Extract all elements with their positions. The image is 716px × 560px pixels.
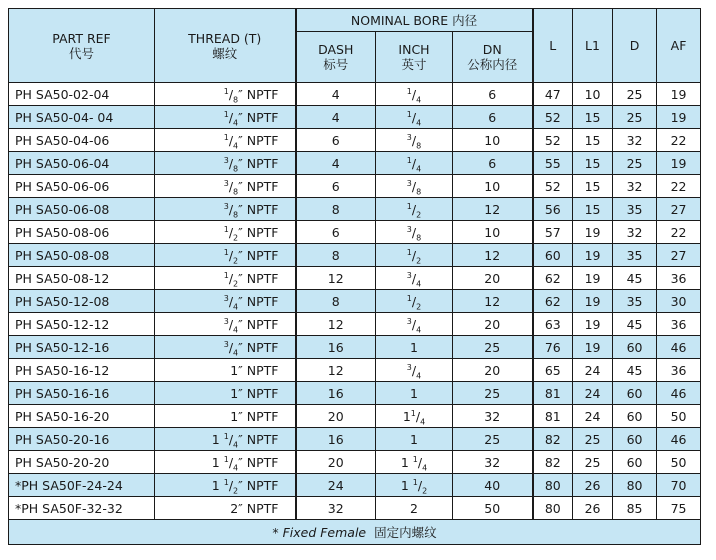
cell-part: *PH SA50F-32-32: [9, 497, 155, 520]
cell-l1: 15: [573, 152, 613, 175]
header-part-ref: [9, 9, 155, 83]
cell-inch: 1: [376, 428, 453, 451]
cell-d: 60: [613, 405, 657, 428]
cell-l1: 15: [573, 198, 613, 221]
cell-part: PH SA50-06-04: [9, 152, 155, 175]
cell-part: PH SA50-12-16: [9, 336, 155, 359]
cell-dash: 12: [296, 359, 376, 382]
cell-part: PH SA50-16-20: [9, 405, 155, 428]
cell-l1: 19: [573, 290, 613, 313]
cell-thread: 2″ NPTF: [155, 497, 296, 520]
cell-d: 35: [613, 244, 657, 267]
cell-inch: $^3/_4$: [376, 313, 453, 336]
cell-dn: 10: [453, 221, 533, 244]
cell-l: 63: [533, 313, 573, 336]
cell-l: 57: [533, 221, 573, 244]
cell-dash: 4: [296, 83, 376, 106]
cell-dash: 24: [296, 474, 376, 497]
cell-part: PH SA50-08-06: [9, 221, 155, 244]
cell-inch: $^1/_4$: [376, 152, 453, 175]
cell-thread: $^3/_4''$ NPTF: [155, 313, 296, 336]
cell-d: 60: [613, 428, 657, 451]
table-row: [9, 359, 701, 382]
cell-dash: 6: [296, 221, 376, 244]
footnote-en: * Fixed Female: [272, 525, 367, 540]
header-af: AF: [657, 9, 701, 83]
header-dash: [296, 32, 376, 83]
table-row: [9, 152, 701, 175]
cell-af: 70: [657, 474, 701, 497]
cell-l1: 24: [573, 382, 613, 405]
cell-d: 25: [613, 83, 657, 106]
table-row: [9, 83, 701, 106]
table-row: [9, 474, 701, 497]
cell-l1: 24: [573, 405, 613, 428]
cell-l1: 19: [573, 336, 613, 359]
table-row: [9, 336, 701, 359]
cell-inch: $^3/_4$: [376, 359, 453, 382]
cell-dn: 10: [453, 175, 533, 198]
cell-dash: 16: [296, 336, 376, 359]
cell-d: 35: [613, 198, 657, 221]
cell-l: 62: [533, 267, 573, 290]
cell-l: 82: [533, 451, 573, 474]
table-row: [9, 267, 701, 290]
header-thread: [155, 9, 296, 83]
cell-part: PH SA50-06-08: [9, 198, 155, 221]
cell-thread: $^3/_4''$ NPTF: [155, 290, 296, 313]
cell-af: 22: [657, 221, 701, 244]
cell-l: 62: [533, 290, 573, 313]
cell-l: 52: [533, 106, 573, 129]
cell-af: 19: [657, 106, 701, 129]
cell-dn: 12: [453, 198, 533, 221]
cell-l1: 10: [573, 83, 613, 106]
cell-thread: $^1/_2''$ NPTF: [155, 267, 296, 290]
cell-d: 45: [613, 359, 657, 382]
cell-dash: 16: [296, 382, 376, 405]
header-part-ref-label-cn: 代号: [68, 45, 94, 61]
cell-dn: 6: [453, 106, 533, 129]
table-row: [9, 221, 701, 244]
cell-part: PH SA50-20-16: [9, 428, 155, 451]
table-row: [9, 244, 701, 267]
table-row: [9, 198, 701, 221]
cell-thread: $^3/_8''$ NPTF: [155, 152, 296, 175]
cell-d: 25: [613, 152, 657, 175]
cell-af: 30: [657, 290, 701, 313]
cell-dn: 40: [453, 474, 533, 497]
cell-af: 19: [657, 152, 701, 175]
cell-inch: $^3/_8$: [376, 221, 453, 244]
header-dn-label: DN: [482, 42, 502, 57]
cell-af: 36: [657, 359, 701, 382]
cell-thread: 1 $^1/_4''$ NPTF: [155, 428, 296, 451]
cell-dash: 12: [296, 267, 376, 290]
cell-d: 35: [613, 290, 657, 313]
cell-dn: 25: [453, 382, 533, 405]
cell-l: 60: [533, 244, 573, 267]
cell-inch: 2: [376, 497, 453, 520]
header-l1: L1: [573, 9, 613, 83]
cell-thread: $^1/_4''$ NPTF: [155, 129, 296, 152]
table-row: [9, 497, 701, 520]
cell-dash: 8: [296, 290, 376, 313]
table-body: [9, 83, 701, 520]
cell-d: 45: [613, 267, 657, 290]
cell-af: 50: [657, 451, 701, 474]
spec-table-container: [8, 8, 700, 545]
table-row: [9, 382, 701, 405]
cell-af: 50: [657, 405, 701, 428]
cell-part: PH SA50-20-20: [9, 451, 155, 474]
cell-inch: 1 $^1/_2$: [376, 474, 453, 497]
header-d: D: [613, 9, 657, 83]
cell-l1: 25: [573, 428, 613, 451]
cell-af: 22: [657, 175, 701, 198]
cell-part: *PH SA50F-24-24: [9, 474, 155, 497]
header-inch: [376, 32, 453, 83]
cell-af: 19: [657, 83, 701, 106]
cell-thread: $^1/_2''$ NPTF: [155, 244, 296, 267]
header-dash-label: DASH: [318, 42, 354, 57]
fitting-spec-table: [8, 8, 701, 545]
cell-part: PH SA50-04- 04: [9, 106, 155, 129]
cell-af: 46: [657, 428, 701, 451]
cell-dash: 20: [296, 451, 376, 474]
header-nominal-bore: NOMINAL BORE 内径: [296, 9, 533, 32]
cell-l: 47: [533, 83, 573, 106]
cell-inch: $^1/_4$: [376, 106, 453, 129]
cell-dn: 25: [453, 336, 533, 359]
cell-l1: 15: [573, 175, 613, 198]
cell-dn: 6: [453, 83, 533, 106]
cell-part: PH SA50-06-06: [9, 175, 155, 198]
cell-dash: 20: [296, 405, 376, 428]
header-l: L: [533, 9, 573, 83]
cell-d: 25: [613, 106, 657, 129]
cell-thread: 1″ NPTF: [155, 359, 296, 382]
cell-l1: 19: [573, 221, 613, 244]
cell-dn: 20: [453, 267, 533, 290]
cell-part: PH SA50-12-08: [9, 290, 155, 313]
cell-dn: 25: [453, 428, 533, 451]
cell-d: 32: [613, 129, 657, 152]
table-row: [9, 106, 701, 129]
cell-dn: 20: [453, 359, 533, 382]
cell-dn: 50: [453, 497, 533, 520]
cell-d: 60: [613, 336, 657, 359]
cell-d: 32: [613, 175, 657, 198]
cell-l: 56: [533, 198, 573, 221]
cell-inch: $^3/_8$: [376, 129, 453, 152]
cell-d: 60: [613, 451, 657, 474]
cell-thread: $^1/_4''$ NPTF: [155, 106, 296, 129]
cell-af: 22: [657, 129, 701, 152]
header-thread-label-cn: 螺纹: [212, 45, 238, 61]
cell-part: PH SA50-16-16: [9, 382, 155, 405]
table-row: [9, 428, 701, 451]
cell-inch: 1 $^1/_4$: [376, 451, 453, 474]
header-thread-label: THREAD (T): [188, 30, 262, 46]
cell-af: 46: [657, 336, 701, 359]
cell-l: 82: [533, 428, 573, 451]
cell-thread: 1″ NPTF: [155, 405, 296, 428]
cell-dash: 12: [296, 313, 376, 336]
cell-d: 80: [613, 474, 657, 497]
cell-dash: 32: [296, 497, 376, 520]
cell-dash: 8: [296, 198, 376, 221]
cell-part: PH SA50-08-08: [9, 244, 155, 267]
cell-thread: $^3/_4''$ NPTF: [155, 336, 296, 359]
cell-part: PH SA50-16-12: [9, 359, 155, 382]
cell-dn: 12: [453, 290, 533, 313]
cell-l1: 24: [573, 359, 613, 382]
cell-l1: 26: [573, 474, 613, 497]
cell-l: 65: [533, 359, 573, 382]
cell-thread: $^1/_2''$ NPTF: [155, 221, 296, 244]
cell-dn: 32: [453, 451, 533, 474]
cell-thread: 1″ NPTF: [155, 382, 296, 405]
cell-l1: 25: [573, 451, 613, 474]
cell-l1: 26: [573, 497, 613, 520]
cell-l1: 19: [573, 313, 613, 336]
header-dash-label-cn: 标号: [323, 57, 349, 72]
cell-thread: $^3/_8''$ NPTF: [155, 175, 296, 198]
cell-d: 45: [613, 313, 657, 336]
cell-dn: 6: [453, 152, 533, 175]
cell-inch: $^1/_2$: [376, 244, 453, 267]
cell-dn: 32: [453, 405, 533, 428]
cell-af: 36: [657, 313, 701, 336]
cell-dn: 12: [453, 244, 533, 267]
table-row: [9, 451, 701, 474]
cell-l: 81: [533, 405, 573, 428]
cell-l1: 15: [573, 129, 613, 152]
cell-l: 52: [533, 129, 573, 152]
cell-inch: $^1/_2$: [376, 198, 453, 221]
cell-d: 32: [613, 221, 657, 244]
cell-thread: $^1/_8''$ NPTF: [155, 83, 296, 106]
cell-dash: 6: [296, 175, 376, 198]
header-inch-label: INCH: [398, 42, 430, 57]
cell-dash: 16: [296, 428, 376, 451]
cell-part: PH SA50-04-06: [9, 129, 155, 152]
table-row: [9, 313, 701, 336]
cell-thread: 1 $^1/_4''$ NPTF: [155, 451, 296, 474]
cell-dash: 8: [296, 244, 376, 267]
header-inch-label-cn: 英寸: [401, 57, 427, 72]
cell-l: 76: [533, 336, 573, 359]
cell-af: 27: [657, 244, 701, 267]
cell-l: 80: [533, 497, 573, 520]
cell-inch: $^3/_8$: [376, 175, 453, 198]
cell-dash: 4: [296, 152, 376, 175]
cell-af: 27: [657, 198, 701, 221]
cell-part: PH SA50-02-04: [9, 83, 155, 106]
cell-l1: 19: [573, 267, 613, 290]
cell-inch: $1^1/_4$: [376, 405, 453, 428]
table-row: [9, 129, 701, 152]
cell-inch: $^1/_4$: [376, 83, 453, 106]
cell-d: 85: [613, 497, 657, 520]
table-row: [9, 175, 701, 198]
cell-inch: 1: [376, 382, 453, 405]
cell-part: PH SA50-08-12: [9, 267, 155, 290]
header-part-ref-label: PART REF: [52, 30, 111, 46]
cell-inch: $^3/_4$: [376, 267, 453, 290]
footnote-cn: 固定内螺纹: [374, 525, 437, 540]
cell-inch: $^1/_2$: [376, 290, 453, 313]
table-row: [9, 405, 701, 428]
cell-l1: 19: [573, 244, 613, 267]
cell-af: 46: [657, 382, 701, 405]
cell-part: PH SA50-12-12: [9, 313, 155, 336]
cell-l: 80: [533, 474, 573, 497]
cell-l: 55: [533, 152, 573, 175]
header-dn-label-cn: 公称内径: [467, 57, 518, 72]
cell-inch: 1: [376, 336, 453, 359]
cell-l: 81: [533, 382, 573, 405]
table-footnote: [9, 520, 701, 545]
cell-dn: 10: [453, 129, 533, 152]
cell-dn: 20: [453, 313, 533, 336]
cell-d: 60: [613, 382, 657, 405]
cell-thread: 1 $^1/_2''$ NPTF: [155, 474, 296, 497]
cell-l: 52: [533, 175, 573, 198]
table-row: [9, 290, 701, 313]
header-dn: [453, 32, 533, 83]
cell-af: 36: [657, 267, 701, 290]
cell-l1: 15: [573, 106, 613, 129]
cell-af: 75: [657, 497, 701, 520]
cell-dash: 4: [296, 106, 376, 129]
cell-dash: 6: [296, 129, 376, 152]
cell-thread: $^3/_8''$ NPTF: [155, 198, 296, 221]
